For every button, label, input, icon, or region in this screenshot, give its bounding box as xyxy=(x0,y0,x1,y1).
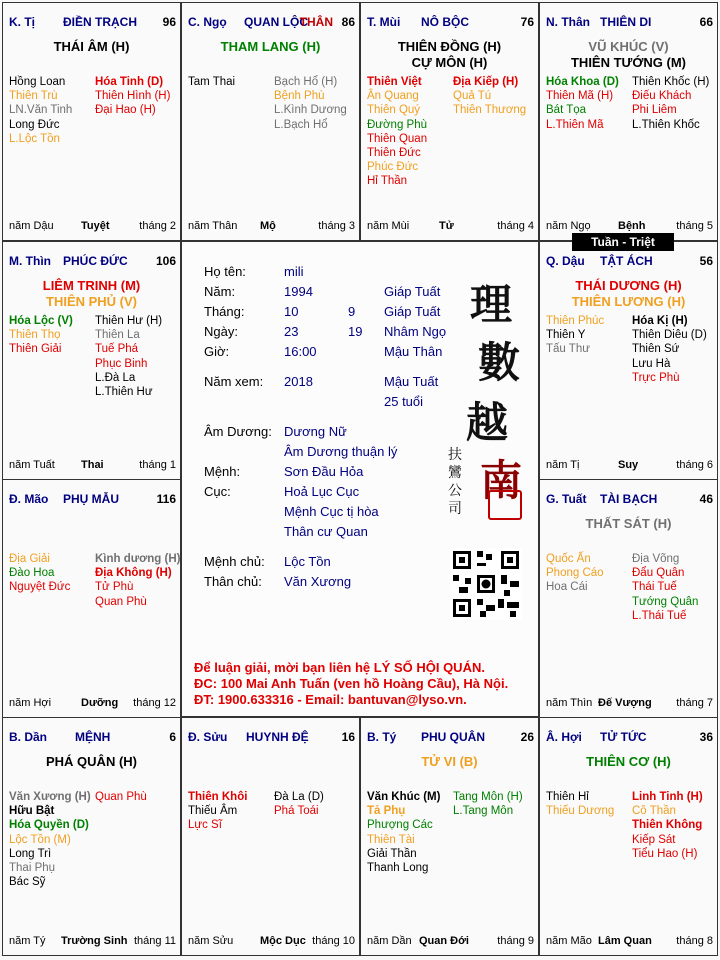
minor-star: Đại Hao (H) xyxy=(95,104,156,117)
palace-name: ĐIỀN TRẠCH xyxy=(63,15,137,29)
palace-stage: Mộc Dục xyxy=(260,935,306,947)
minor-stars-right xyxy=(95,790,147,804)
minor-star: L.Kình Dương xyxy=(274,104,347,117)
palace-year: năm Sửu xyxy=(188,935,234,947)
minor-star: Thiên Diêu (D) xyxy=(632,329,707,342)
palace-year: năm Dần xyxy=(367,935,412,947)
palace-month: tháng 1 xyxy=(139,459,176,471)
main-star: VŨ KHÚC (V) xyxy=(588,39,669,54)
palace-stage: Tuyệt xyxy=(81,220,110,232)
palace-month: tháng 11 xyxy=(133,935,176,947)
main-star: THIÊN ĐỒNG (H) xyxy=(397,39,502,54)
amduong-value: Dương Nữ xyxy=(284,424,347,439)
main-star: TỬ VI (B) xyxy=(421,754,478,769)
minor-star: Địa Võng xyxy=(632,553,680,565)
palace-name: TẬT ÁCH xyxy=(600,254,653,268)
cuc-value2: Mệnh Cục tị hòa xyxy=(284,504,379,519)
palace-header xyxy=(546,15,713,31)
palace-footer xyxy=(188,935,355,949)
palace-month: tháng 9 xyxy=(497,935,534,947)
calligraphy-char-2: 數 xyxy=(478,338,521,387)
view-age: 25 tuổi xyxy=(384,394,424,409)
palace-name: THIÊN DI xyxy=(600,15,652,29)
minor-star: Phúc Đức xyxy=(367,161,419,174)
minor-star: Thái Tuế xyxy=(632,581,677,594)
main-star: THÁI DƯƠNG (H) xyxy=(575,278,682,293)
minor-star: Bạch Hổ (H) xyxy=(274,76,338,88)
name-value: mili xyxy=(284,264,304,279)
palace-name: HUYNH ĐỆ xyxy=(246,730,309,744)
palace-header xyxy=(546,730,713,746)
palace-year: năm Ngọ xyxy=(546,220,591,232)
menhchu-value: Lộc Tồn xyxy=(284,554,331,569)
palace-stage: Dưỡng xyxy=(81,697,119,709)
minor-star: Tướng Quân xyxy=(632,595,699,608)
minor-star: Hữu Bật xyxy=(9,805,55,818)
calligraphy-small: 扶 鸞 公 司 xyxy=(448,447,462,517)
minor-star: Phục Binh xyxy=(95,357,148,370)
calligraphy-char-3: 越 xyxy=(466,398,509,447)
palace-branch: K. Tị xyxy=(9,15,35,29)
minor-stars-right xyxy=(453,75,526,118)
minor-star: Thiên Hình (H) xyxy=(95,90,171,103)
minor-star: Văn Khúc (M) xyxy=(367,791,441,803)
minor-star: Nguyệt Đức xyxy=(9,581,71,594)
minor-stars-left xyxy=(188,75,235,89)
minor-star: Thiếu Dương xyxy=(546,805,615,818)
minor-stars-left xyxy=(546,75,619,132)
palace-footer xyxy=(9,220,176,234)
tuan-triet-badge: Tuần - Triệt xyxy=(572,233,674,251)
minor-star: Đào Hoa xyxy=(9,567,55,580)
palace-branch: N. Thân xyxy=(546,15,590,29)
palace-branch: G. Tuất xyxy=(546,492,587,506)
contact-line-3[interactable]: ĐT: 1900.633316 - Email: bantuvan@lyso.vn. xyxy=(194,692,467,707)
palace-footer xyxy=(546,697,713,711)
palace-age: 76 xyxy=(520,15,534,29)
contact-line-1: Để luận giải, mời bạn liên hệ LÝ SỐ HỘI QUÁN. xyxy=(194,660,485,675)
minor-star: Hóa Tinh (D) xyxy=(95,76,164,88)
minor-star: Hóa Lộc (V) xyxy=(9,315,73,327)
palace-footer xyxy=(9,697,176,711)
minor-star: Kình dương (H) xyxy=(95,553,181,565)
name-label: Họ tên: xyxy=(204,264,246,279)
palace-stage: Mộ xyxy=(260,220,276,232)
palace-stage: Suy xyxy=(618,459,639,471)
minor-stars-left xyxy=(546,790,614,818)
cuc-label: Cục: xyxy=(204,484,231,499)
palace-branch: Â. Hợi xyxy=(546,730,582,744)
minor-stars-left xyxy=(9,552,70,595)
minor-star: Tang Môn (H) xyxy=(453,791,523,803)
minor-star: Thiên Khôi xyxy=(188,791,248,803)
minor-star: Long Đức xyxy=(9,118,60,131)
minor-star: Thai Phụ xyxy=(9,862,56,875)
minor-star: Thiên Y xyxy=(546,329,586,342)
minor-star: Thiên Phúc xyxy=(546,315,605,327)
palace-branch: B. Tý xyxy=(367,730,397,744)
minor-star: Thiên La xyxy=(95,329,140,342)
minor-star: Thiên Trù xyxy=(9,90,58,103)
palace-stage: Thai xyxy=(81,459,104,471)
minor-star: Hóa Khoa (D) xyxy=(546,76,619,88)
minor-star: Tiểu Hao (H) xyxy=(632,847,698,860)
palace-month: tháng 5 xyxy=(676,220,713,232)
cuc-value3: Thân cư Quan xyxy=(284,524,368,539)
minor-stars-right xyxy=(274,790,324,818)
minor-star: Cô Thần xyxy=(632,805,676,818)
minor-star: Tả Phụ xyxy=(367,805,406,818)
minor-stars-right xyxy=(95,314,162,399)
palace-branch: Đ. Sửu xyxy=(188,730,228,744)
palace-name: TỬ TỨC xyxy=(600,730,647,744)
minor-star: Ân Quang xyxy=(367,90,419,103)
palace-footer xyxy=(546,459,713,473)
palace-ngo[interactable] xyxy=(181,2,360,241)
palace-year: năm Hợi xyxy=(9,697,52,709)
palace-year: năm Mùi xyxy=(367,220,410,232)
minor-star: Thiên Giải xyxy=(9,343,62,356)
minor-stars-right xyxy=(95,552,180,609)
minor-star: L.Thiên Mã xyxy=(546,118,604,131)
year-value: 1994 xyxy=(284,284,313,299)
palace-footer xyxy=(546,220,713,234)
minor-star: Hồng Loan xyxy=(9,76,66,88)
palace-age: 16 xyxy=(341,730,355,744)
minor-star: L.Đà La xyxy=(95,371,136,384)
palace-stage: Bệnh xyxy=(618,220,646,232)
minor-star: Thiên Mã (H) xyxy=(546,90,614,103)
minor-star: Đẩu Quân xyxy=(632,567,685,580)
minor-star: Bác Sỹ xyxy=(9,876,46,889)
minor-star: Hóa Quyền (D) xyxy=(9,819,89,832)
palace-name: NÔ BỘC xyxy=(421,15,469,29)
palace-tuat[interactable] xyxy=(539,479,718,718)
palace-header xyxy=(9,254,176,270)
year-can: Giáp Tuất xyxy=(384,284,441,299)
hour-value: 16:00 xyxy=(284,344,317,359)
minor-stars-right xyxy=(632,552,698,623)
minor-star: Thiên Đức xyxy=(367,147,421,160)
palace-header xyxy=(9,15,176,31)
palace-month: tháng 4 xyxy=(497,220,534,232)
palace-name: PHỤ MẪU xyxy=(63,492,119,506)
month-label: Tháng: xyxy=(204,304,245,319)
palace-than[interactable] xyxy=(539,2,718,241)
minor-star: L.Thiên Khốc xyxy=(632,118,700,131)
view-can: Mậu Tuất xyxy=(384,374,439,389)
palace-month: tháng 10 xyxy=(312,935,355,947)
minor-star: Trực Phù xyxy=(632,371,680,384)
minor-star: L.Thái Tuế xyxy=(632,609,687,622)
seal-stamp xyxy=(488,490,522,520)
palace-header xyxy=(9,730,176,746)
minor-stars-left xyxy=(9,790,91,889)
palace-age: 116 xyxy=(156,492,176,506)
minor-star: Thiên Quan xyxy=(367,132,428,145)
palace-name: TÀI BẠCH xyxy=(600,492,658,506)
minor-star: L.Lộc Tồn xyxy=(9,132,60,145)
minor-star: Tấu Thư xyxy=(546,343,590,356)
minor-star: Quan Phù xyxy=(95,595,147,608)
palace-header xyxy=(367,730,534,746)
minor-star: Hỉ Thần xyxy=(367,175,408,188)
palace-year: năm Dậu xyxy=(9,220,54,232)
minor-star: Quan Phù xyxy=(95,791,147,803)
minor-star: Thiên Việt xyxy=(367,76,422,88)
cuc-value: Hoả Lục Cục xyxy=(284,484,360,499)
main-star: PHÁ QUÂN (H) xyxy=(46,754,137,769)
palace-age: 26 xyxy=(520,730,534,744)
palace-month: tháng 12 xyxy=(133,697,176,709)
thanchu-label: Thân chủ: xyxy=(204,574,262,589)
palace-year: năm Tý xyxy=(9,935,46,947)
hour-label: Giờ: xyxy=(204,344,230,359)
main-star: THIÊN CƠ (H) xyxy=(586,754,671,769)
palace-header xyxy=(367,15,534,31)
palace-year: năm Thân xyxy=(188,220,238,232)
minor-star: Phong Cáo xyxy=(546,567,604,580)
minor-stars-left xyxy=(367,790,440,875)
palace-name: PHU QUÂN xyxy=(421,730,486,744)
minor-star: Hoa Cái xyxy=(546,581,588,594)
amduong-label: Âm Dương: xyxy=(204,424,272,439)
palace-footer xyxy=(367,220,534,234)
palace-age: 66 xyxy=(699,15,713,29)
palace-year: năm Tuất xyxy=(9,459,55,471)
minor-star: Thiên Khốc (H) xyxy=(632,76,710,88)
palace-age: 36 xyxy=(699,730,713,744)
palace-footer xyxy=(367,935,534,949)
palace-header xyxy=(9,492,176,508)
palace-month: tháng 2 xyxy=(139,220,176,232)
calligraphy-char-1: 理 xyxy=(470,280,513,329)
palace-age: 86 xyxy=(341,15,355,29)
qr-code-icon xyxy=(450,548,522,620)
minor-stars-left xyxy=(367,75,427,189)
minor-star: L.Tang Môn xyxy=(453,805,514,818)
day-lunar: 19 xyxy=(348,324,363,339)
minor-star: Linh Tinh (H) xyxy=(632,791,703,803)
minor-stars-left xyxy=(546,552,604,595)
palace-thin[interactable] xyxy=(2,241,181,480)
palace-year: năm Tị xyxy=(546,459,580,471)
palace-name: MỆNH xyxy=(75,730,111,744)
minor-stars-right xyxy=(274,75,347,132)
palace-footer xyxy=(546,935,713,949)
palace-suu[interactable] xyxy=(181,717,360,956)
minor-star: Phi Liêm xyxy=(632,104,677,117)
palace-age: 6 xyxy=(169,730,176,744)
main-star: THAM LANG (H) xyxy=(220,39,321,54)
minor-star: Quả Tú xyxy=(453,90,492,103)
palace-branch: B. Dần xyxy=(9,730,48,744)
main-star: LIÊM TRINH (M) xyxy=(42,278,141,293)
palace-age: 56 xyxy=(699,254,713,268)
minor-star: Thiên Thọ xyxy=(9,329,61,342)
palace-month: tháng 3 xyxy=(318,220,355,232)
minor-star: Địa Giải xyxy=(9,553,50,565)
palace-stage: Tử xyxy=(439,220,454,232)
palace-dau[interactable] xyxy=(539,241,718,480)
minor-star: LN.Văn Tinh xyxy=(9,104,73,117)
minor-star: Hóa Kị (H) xyxy=(632,315,688,327)
minor-star: Long Trì xyxy=(9,847,52,860)
minor-stars-left xyxy=(9,314,73,357)
palace-stage: Lâm Quan xyxy=(598,935,652,947)
palace-hoi[interactable] xyxy=(539,717,718,956)
palace-footer xyxy=(9,935,176,949)
minor-star: Thiếu Âm xyxy=(188,805,238,818)
minor-star: Lưu Hà xyxy=(632,357,671,370)
minor-star: Tuế Phá xyxy=(95,343,139,356)
minor-star: Thiên Thương xyxy=(453,104,527,117)
minor-stars-left xyxy=(546,314,604,357)
main-star: THẤT SÁT (H) xyxy=(585,516,672,531)
minor-star: L.Bạch Hổ xyxy=(274,118,328,131)
minor-stars-right xyxy=(453,790,523,818)
minor-star: Thiên Tài xyxy=(367,833,415,846)
minor-stars-right xyxy=(632,75,709,132)
palace-branch: C. Ngọ xyxy=(188,15,227,29)
menhchu-label: Mệnh chủ: xyxy=(204,554,265,569)
palace-year: năm Thìn xyxy=(546,697,593,709)
palace-ty[interactable] xyxy=(360,717,539,956)
month-lunar: 9 xyxy=(348,304,356,319)
minor-star: Thiên Không xyxy=(632,819,703,832)
calligraphy-char-4: 南 xyxy=(480,456,523,505)
main-star: THIÊN PHỦ (V) xyxy=(46,294,137,309)
palace-mao[interactable] xyxy=(2,479,181,718)
minor-star: Giải Thần xyxy=(367,847,417,860)
minor-star: Văn Xương (H) xyxy=(9,791,91,803)
year-label: Năm: xyxy=(204,284,236,299)
minor-star: Bát Tọa xyxy=(546,104,587,117)
center-info-panel xyxy=(181,241,539,717)
minor-star: Thiên Sứ xyxy=(632,343,680,356)
palace-branch: M. Thìn xyxy=(9,254,51,268)
menh-label: Mệnh: xyxy=(204,464,241,479)
minor-stars-left xyxy=(188,790,247,833)
thanchu-value: Văn Xương xyxy=(284,574,352,589)
minor-star: Điếu Khách xyxy=(632,90,692,103)
palace-header xyxy=(546,492,713,508)
palace-header xyxy=(188,15,355,31)
main-star: THIÊN TƯỚNG (M) xyxy=(570,55,687,70)
minor-star: Kiếp Sát xyxy=(632,833,676,846)
main-star: CỰ MÔN (H) xyxy=(411,55,488,70)
minor-star: Lực Sĩ xyxy=(188,819,222,832)
minor-stars-right xyxy=(95,75,170,118)
palace-header xyxy=(546,254,713,270)
palace-mui[interactable] xyxy=(360,2,539,241)
palace-age: 106 xyxy=(155,254,176,268)
palace-month: tháng 6 xyxy=(676,459,713,471)
minor-star: Đường Phù xyxy=(367,118,427,131)
palace-month: tháng 7 xyxy=(676,697,713,709)
palace-year: năm Mão xyxy=(546,935,592,947)
palace-age: 96 xyxy=(162,15,176,29)
minor-star: Địa Không (H) xyxy=(95,567,172,580)
minor-stars-right xyxy=(632,314,707,385)
menh-value: Sơn Đầu Hỏa xyxy=(284,464,364,479)
minor-star: Đà La (D) xyxy=(274,791,324,803)
main-star: THÁI ÂM (H) xyxy=(53,39,130,54)
palace-name: PHÚC ĐỨC xyxy=(63,254,128,268)
view-year: 2018 xyxy=(284,374,313,389)
minor-star: Thanh Long xyxy=(367,862,429,875)
minor-star: L.Thiên Hư xyxy=(95,386,153,399)
contact-line-2: ĐC: 100 Mai Anh Tuấn (ven hồ Hoàng Cầu), Hà Nội. xyxy=(194,676,509,691)
main-star: THIÊN LƯƠNG (H) xyxy=(571,294,686,309)
view-year-label: Năm xem: xyxy=(204,374,264,389)
palace-branch: Đ. Mão xyxy=(9,492,49,506)
minor-star: Tam Thai xyxy=(188,76,236,88)
palace-name: QUAN LỘC xyxy=(244,15,308,29)
palace-ti[interactable] xyxy=(2,2,181,241)
palace-stage: Trường Sinh xyxy=(61,935,128,947)
day-can: Nhâm Ngọ xyxy=(384,324,447,339)
minor-stars-right xyxy=(632,790,703,861)
palace-branch: T. Mùi xyxy=(367,15,401,29)
minor-star: Bệnh Phù xyxy=(274,90,325,103)
minor-star: Lộc Tồn (M) xyxy=(9,833,71,846)
than-marker: THÂN xyxy=(299,15,333,29)
palace-stage: Quan Đới xyxy=(419,935,469,947)
month-solar: 10 xyxy=(284,304,299,319)
palace-month: tháng 8 xyxy=(676,935,713,947)
palace-footer xyxy=(188,220,355,234)
minor-star: Phượng Các xyxy=(367,819,433,832)
month-can: Giáp Tuất xyxy=(384,304,441,319)
day-solar: 23 xyxy=(284,324,299,339)
minor-star: Thiên Hỉ xyxy=(546,791,589,803)
hour-can: Mậu Thân xyxy=(384,344,443,359)
amduong-value2: Âm Dương thuận lý xyxy=(284,444,398,459)
minor-star: Địa Kiếp (H) xyxy=(453,76,519,88)
day-label: Ngày: xyxy=(204,324,238,339)
minor-star: Phá Toái xyxy=(274,805,319,818)
palace-branch: Q. Dậu xyxy=(546,254,585,268)
palace-dan[interactable] xyxy=(2,717,181,956)
minor-stars-left xyxy=(9,75,72,146)
palace-header xyxy=(188,730,355,746)
minor-star: Thiên Quý xyxy=(367,104,421,117)
minor-star: Tử Phù xyxy=(95,581,134,594)
palace-age: 46 xyxy=(699,492,713,506)
palace-stage: Đế Vượng xyxy=(598,697,652,709)
minor-star: Thiên Hư (H) xyxy=(95,315,163,327)
palace-footer xyxy=(9,459,176,473)
minor-star: Quốc Ấn xyxy=(546,553,591,565)
